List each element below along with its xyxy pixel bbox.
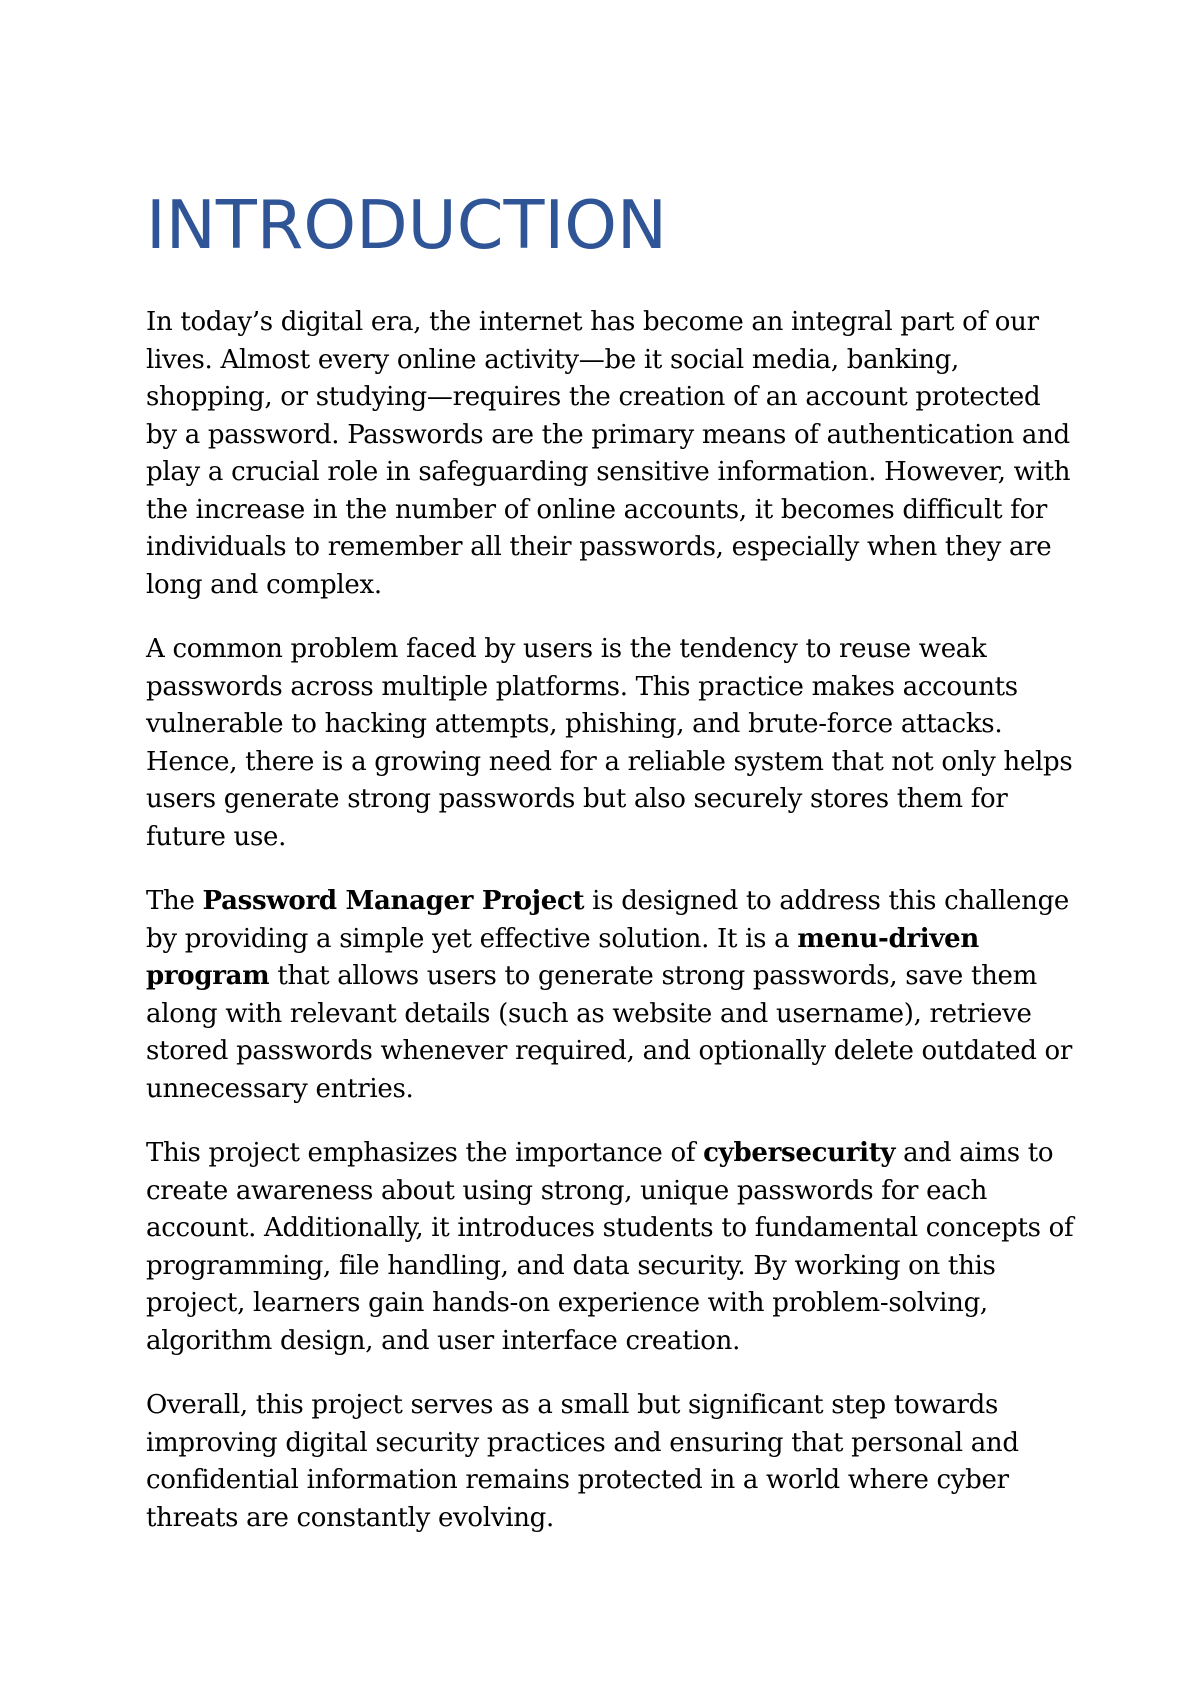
paragraph-5 [146,1387,1076,1537]
document-body [146,304,1076,1537]
paragraph-text: The [146,886,203,916]
paragraph-text: that allows users to generate strong passwords, save them along with relevant details (such as website and username), retrieve stored passwords whenever required, and optionally delete outdated or unnecessary entries. [146,961,1073,1104]
paragraph-4 [146,1135,1076,1360]
bold-cybersecurity: cybersecurity [703,1138,896,1168]
paragraph-text: This project emphasizes the importance of [146,1138,704,1168]
paragraph-text: is designed to address this challenge by providing a simple yet effective solution. It is a [146,886,1070,954]
paragraph-text: Overall, this project serves as a small but significant step towards improving digital security practices and ensuring that personal and confidential information remains protected in a world where cyber threats are constantly evolving. [146,1390,1019,1533]
paragraph-3 [146,883,1076,1108]
paragraph-text: A common problem faced by users is the tendency to reuse weak passwords across multiple platforms. This practice makes accounts vulnerable to hacking attempts, phishing, and brute-force attacks. Hence, there is a growing need for a reliable system that not only helps users generate strong passwords but also securely stores them for future use. [146,634,1073,852]
paragraph-2 [146,631,1076,856]
bold-project-name: Password Manager Project [202,886,585,916]
paragraph-1 [146,304,1076,604]
document-content [146,182,1076,1564]
bold-menu-driven-program: menu-driven program [146,923,979,991]
paragraph-text: In today’s digital era, the internet has become an integral part of our lives. Almost every online activity—be it social media, banking, shopping, or studying—requires the creation of an account protected by a password. Passwords are the primary means of authentication and play a crucial role in safeguarding sensitive information. However, with the increase in the number of online accounts, it becomes difficult for individuals to remember all their passwords, especially when they are long and complex. [146,307,1071,600]
paragraph-text: and aims to create awareness about using strong, unique passwords for each account. Additionally, it introduces students to fundamental concepts of programming, file handling, and data security. By working on this project, learners gain hands-on experience with problem-solving, algorithm design, and user interface creation. [146,1138,1074,1356]
page-title: INTRODUCTION [146,186,668,264]
